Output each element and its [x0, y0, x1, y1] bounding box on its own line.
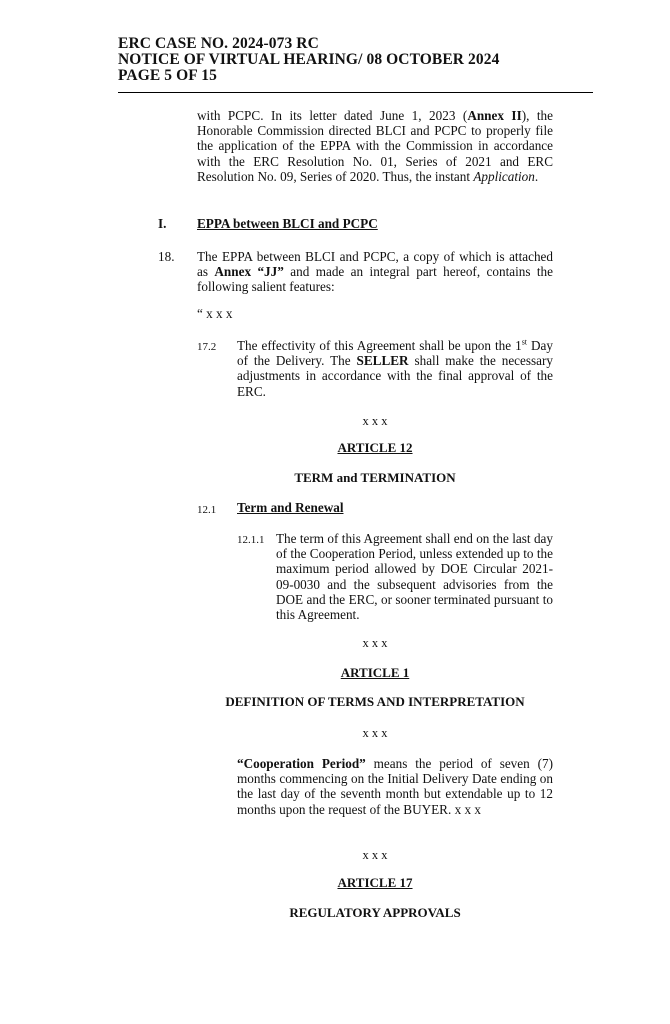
- article-17-title: REGULATORY APPROVALS: [289, 905, 461, 920]
- article-12-title: TERM and TERMINATION: [294, 470, 456, 485]
- clause-number: 12.1: [197, 504, 217, 516]
- header-divider: [118, 92, 593, 93]
- para-text: The EPPA between BLCI and PCPC, a copy of which is attached as: [197, 249, 553, 280]
- intro-text: with PCPC. In its letter dated June 1, 2023 (: [197, 108, 468, 123]
- page-header: [118, 36, 598, 84]
- intro-text: ), the Honorable Commission directed BLCI and PCPC to properly file the application of the EPPA with the Commission in accordance with the ERC Resolution No. 01, Series of 2021 and ERC Resolution No. 09, Series of 2020. Thus, the instant: [197, 108, 553, 184]
- cooperation-period-definition: [237, 756, 553, 817]
- ordinal-suffix: st: [521, 337, 528, 347]
- annex-ii-ref: Annex II: [467, 108, 522, 123]
- clause-text: Day of the Delivery. The: [237, 338, 553, 369]
- ellipsis-marker: x x x: [362, 636, 388, 650]
- clause-text: shall make the necessary adjustments in accordance with the final approval of the ERC.: [237, 353, 553, 399]
- quote-open: “ x x x: [197, 306, 233, 321]
- ellipsis-marker: x x x: [362, 848, 388, 862]
- defined-term: “Cooperation Period”: [237, 756, 366, 771]
- case-number: ERC CASE NO. 2024-073 RC: [118, 35, 319, 52]
- clause-12-1-1: The term of this Agreement shall end on the last day of the Cooperation Period, unless extended up to the maximum period allowed by DOE Circular 2021-09-0030 and the subsequent advisories from the DOE and the ERC, or sooner terminated pursuant to this Agreement.: [276, 531, 553, 623]
- annex-jj-ref: Annex “JJ”: [214, 264, 284, 280]
- section-title: EPPA between BLCI and PCPC: [197, 216, 378, 231]
- application-ref: Application: [473, 168, 535, 184]
- paragraph-18: [197, 249, 553, 295]
- ellipsis-marker: x x x: [362, 726, 388, 740]
- article-12-heading: ARTICLE 12: [337, 440, 413, 455]
- paragraph-number: 18.: [158, 249, 175, 264]
- article-1-title: DEFINITION OF TERMS AND INTERPRETATION: [225, 694, 525, 709]
- ellipsis-marker: x x x: [362, 414, 388, 428]
- clause-text: The effectivity of this Agreement shall be upon the 1: [237, 338, 522, 353]
- section-number: I.: [158, 216, 167, 231]
- definition-text: means the period of seven (7) months commencing on the Initial Delivery Date ending on the last day of the seventh month but extendable up to 12 months upon the request of the BUYER. x x x: [237, 756, 553, 817]
- clause-17-2: [237, 338, 553, 399]
- para-text: and made an integral part hereof, contains the following salient features:: [197, 264, 554, 295]
- intro-paragraph: [197, 108, 553, 184]
- page-number: PAGE 5 OF 15: [118, 67, 217, 84]
- article-17-heading: ARTICLE 17: [337, 875, 413, 890]
- clause-number: 12.1.1: [237, 534, 265, 546]
- intro-period: .: [534, 168, 539, 184]
- clause-number: 17.2: [197, 341, 217, 353]
- seller-term: SELLER: [356, 353, 409, 369]
- clause-title: Term and Renewal: [237, 500, 344, 515]
- notice-title: NOTICE OF VIRTUAL HEARING/ 08 OCTOBER 2024: [118, 51, 500, 68]
- article-1-heading: ARTICLE 1: [340, 665, 410, 680]
